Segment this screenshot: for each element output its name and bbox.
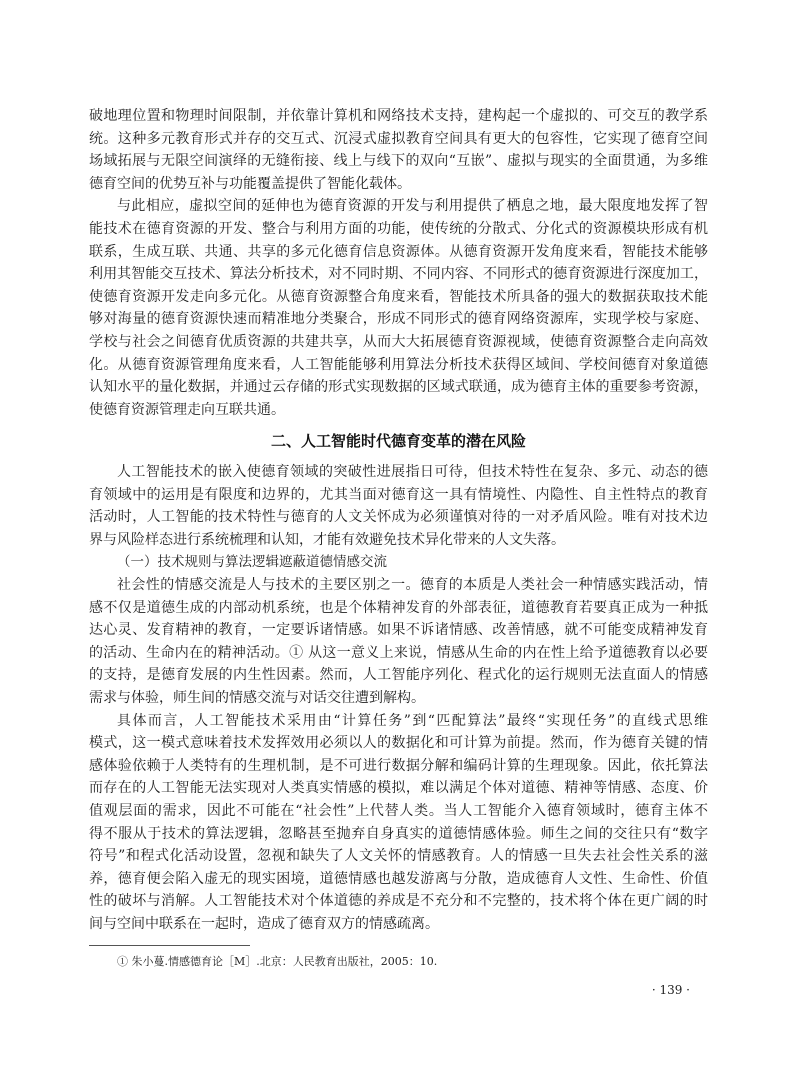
text-line: 与此相应，虚拟空间的延伸也为德育资源的开发与利用提供了栖息之地，最大限度地发挥了智	[117, 198, 708, 215]
text-line: 达心灵、发育精神的教育，一定要诉诸情感。如果不诉诸情感、改善情感，就不可能变成精神发育	[89, 622, 708, 639]
text-line: 使德育资源管理走向互联共通。	[89, 401, 285, 418]
body-text-top	[89, 105, 708, 421]
text-line: 人工智能技术的嵌入使德育领域的突破性进展指日可待，但技术特性在复杂、多元、动态的德	[117, 464, 708, 480]
text-line: 育领域中的运用是有限度和边界的，尤其当面对德育这一具有情境性、内隐性、自主性特点的教育	[89, 486, 708, 503]
paragraph	[89, 710, 708, 936]
text-line: 感体验依赖于人类特有的生理机制，是不可进行数据分解和编码计算的生理现象。因此，依托算法	[89, 757, 708, 774]
text-line: 认知水平的量化数据，并通过云存储的形式实现数据的区域式联通，成为德育主体的重要参考资源，	[89, 379, 708, 396]
subsection-heading: （一）技术规则与算法逻辑遮蔽道德情感交流	[117, 554, 387, 571]
text-line: 社会性的情感交流是人与技术的主要区别之一。德育的本质是人类社会一种情感实践活动，情	[117, 576, 708, 593]
text-line: 而存在的人工智能无法实现对人类真实情感的模拟，难以满足个体对道德、精神等情感、态度、价	[89, 780, 708, 797]
paragraph	[89, 461, 708, 551]
text-line: 性的破坏与消解。人工智能技术对个体道德的养成是不充分和不完整的，技术将个体在更广阔的时	[89, 893, 708, 910]
text-line: 符号”和程式化活动设置，忽视和缺失了人文关怀的情感教育。人的情感一旦失去社会性关系的滋	[89, 848, 708, 865]
text-line: 联系，生成互联、共通、共享的多元化德育信息资源体。从德育资源开发角度来看，智能技术能够	[89, 243, 708, 260]
page-number: · 139 ·	[651, 983, 690, 997]
text-line: 利用其智能交互技术、算法分析技术，对不同时期、不同内容、不同形式的德育资源进行深度加工，	[89, 266, 708, 283]
paragraph	[89, 195, 708, 421]
text-line: 够对海量的德育资源快速而精准地分类聚合，形成不同形式的德育网络资源库，实现学校与家庭、	[89, 311, 708, 328]
footnote: ① 朱小蔓.情感德育论［M］.北京：人民教育出版社，2005：10.	[117, 955, 438, 968]
text-line: 感不仅是道德生成的内部动机系统，也是个体精神发育的外部表征，道德教育若要真正成为一种抵	[89, 599, 708, 616]
text-line: 活动时，人工智能的技术特性与德育的人文关怀成为必须谨慎对待的一对矛盾风险。唯有对技术边	[89, 509, 708, 526]
text-line: 统。这种多元教育形式并存的交互式、沉浸式虚拟教育空间具有更大的包容性，它实现了德育空间	[89, 130, 708, 147]
text-line: 的支持，是德育发展的内生性因素。然而，人工智能序列化、程式化的运行规则无法直面人的情感	[89, 667, 708, 684]
text-line: 能技术在德育资源的开发、整合与利用方面的功能，使传统的分散式、分化式的资源模块形成有机	[89, 220, 708, 237]
footnote-separator	[89, 945, 250, 946]
section-heading: 二、人工智能时代德育变革的潜在风险	[270, 432, 526, 450]
paragraph	[89, 105, 708, 195]
text-line: 界与风险样态进行系统梳理和认知，才能有效避免技术异化带来的人文失落。	[89, 531, 565, 548]
text-line: 使德育资源开发走向多元化。从德育资源整合角度来看，智能技术所具备的强大的数据获取技术能	[89, 288, 708, 305]
body-text-bottom	[89, 461, 708, 935]
text-line: 化。从德育资源管理角度来看，人工智能能够利用算法分析技术获得区域间、学校间德育对象道德	[89, 356, 708, 373]
text-line: 德育空间的优势互补与功能覆盖提供了智能化载体。	[89, 175, 411, 192]
text-line: 间与空间中联系在一起时，造成了德育双方的情感疏离。	[89, 915, 439, 932]
text-line: 养，德育便会陷入虚无的现实困境，道德情感也越发游离与分散，造成德育人文性、生命性、价值	[89, 870, 708, 887]
text-line: 值观层面的需求，因此不可能在“社会性”上代替人类。当人工智能介入德育领域时，德育主体不	[89, 802, 708, 819]
text-line: 破地理位置和物理时间限制，并依靠计算机和网络技术支持，建构起一个虚拟的、可交互的教学系	[89, 108, 708, 124]
text-line: 模式，这一模式意味着技术发挥效用必须以人的数据化和可计算为前提。然而，作为德育关键的情	[89, 735, 708, 752]
text-line: 需求与体验，师生间的情感交流与对话交往遭到解构。	[89, 689, 425, 706]
text-line: 具体而言，人工智能技术采用由“计算任务”到“匹配算法”最终“实现任务”的直线式思维	[117, 712, 708, 729]
text-line: 的活动、生命内在的精神活动。① 从这一意义上来说，情感从生命的内在性上给予道德教育以必要	[89, 644, 708, 661]
text-line: 学校与社会之间德育优质资源的共建共享，从而大大拓展德育资源视域，使德育资源整合走向高效	[89, 333, 708, 350]
text-line: 得不服从于技术的算法逻辑，忽略甚至抛弃自身真实的道德情感体验。师生之间的交往只有“数字	[89, 825, 708, 842]
paragraph	[89, 574, 708, 710]
text-line: 场域拓展与无限空间演绎的无缝衔接、线上与线下的双向“互嵌”、虚拟与现实的全面贯通，为多维	[89, 153, 708, 170]
